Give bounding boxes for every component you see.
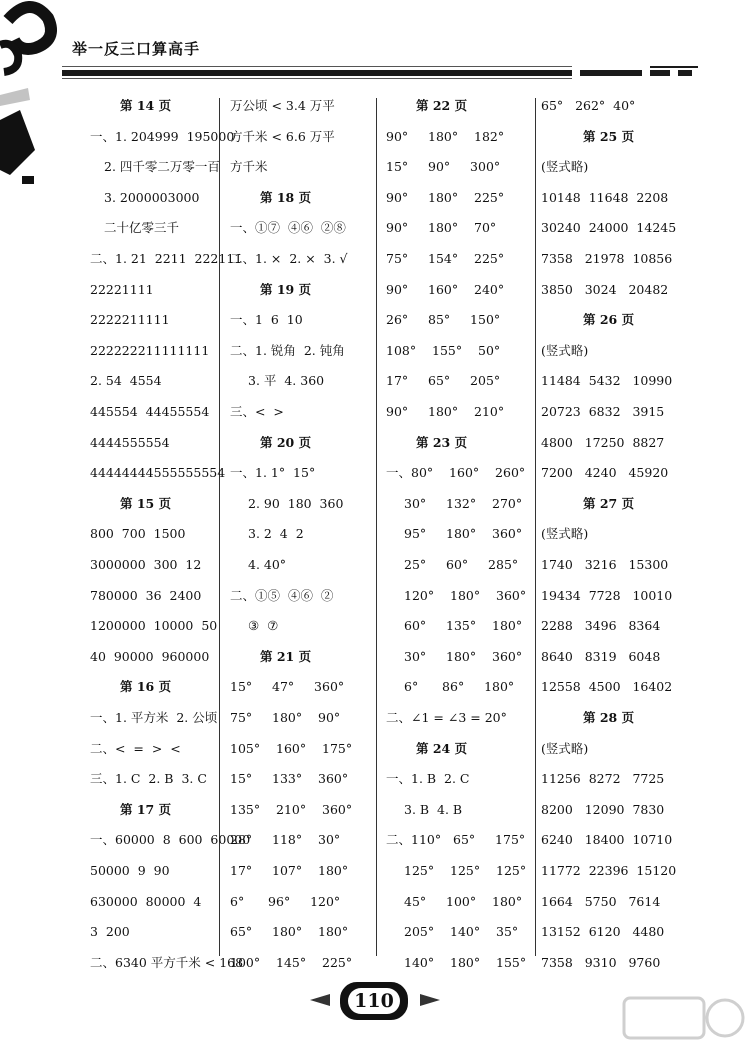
- answer-line: (竖式略): [541, 159, 589, 175]
- answer-line: 三、< >: [230, 404, 284, 419]
- answer-line: 二、∠1 = ∠3 = 20°: [386, 710, 507, 725]
- answer-line: 30° 132° 270°: [404, 495, 523, 511]
- answer-line: 1664 5750 7614: [541, 893, 661, 909]
- answer-line: 445554 44455554: [90, 404, 210, 419]
- column-divider: [376, 98, 377, 956]
- answer-line: 一、1. 平方米 2. 公顷: [90, 710, 218, 725]
- page-heading: 第 20 页: [260, 434, 312, 450]
- answer-line: 4800 17250 8827: [541, 434, 665, 450]
- answer-line: 方千米 < 6.6 万平: [230, 128, 335, 144]
- answer-line: 40 90000 960000: [90, 648, 210, 664]
- answer-line: 一、60000 8 600 60000: [90, 832, 251, 848]
- page-heading: 第 14 页: [120, 98, 172, 113]
- answer-line: 10148 11648 2208: [541, 189, 669, 205]
- page-heading: 第 15 页: [120, 495, 172, 511]
- answer-line: 一、1. 204999 195000: [90, 128, 235, 144]
- answer-line: 三、1. C 2. B 3. C: [90, 771, 207, 787]
- answer-line: 一、1 6 10: [230, 312, 303, 328]
- answer-line: 44444444555555554: [90, 465, 226, 481]
- answer-line: 二、1. 21 2211 222111: [90, 251, 243, 266]
- page-footer: [300, 976, 450, 1024]
- answer-line: 一、①⑦ ④⑥ ②⑧: [230, 220, 346, 236]
- answer-line: 120° 180° 360°: [404, 587, 527, 603]
- watermark-logo: [620, 990, 750, 1060]
- answer-line: 222222211111111: [90, 342, 210, 358]
- answer-line: 6° 96° 120°: [230, 893, 341, 909]
- answer-line: 12558 4500 16402: [541, 679, 673, 695]
- answer-line: (竖式略): [541, 740, 589, 756]
- answer-line: (竖式略): [541, 342, 589, 358]
- page-heading: 第 24 页: [416, 740, 468, 756]
- answer-line: 15° 133° 360°: [230, 771, 349, 787]
- answer-line: 90° 180° 210°: [386, 404, 505, 419]
- answer-line: 780000 36 2400: [90, 587, 202, 603]
- answer-line: 22221111: [90, 281, 154, 297]
- answer-line: 125° 125° 125°: [404, 863, 527, 878]
- answer-line: (竖式略): [541, 526, 589, 542]
- header-rule: [62, 64, 737, 80]
- answer-line: 45° 100° 180°: [404, 893, 523, 909]
- answer-line: 1200000 10000 50: [90, 618, 218, 634]
- answer-line: 13152 6120 4480: [541, 924, 665, 940]
- answer-line: ③ ⑦: [248, 618, 279, 634]
- page-heading: 第 18 页: [260, 189, 312, 205]
- page-header: [0, 0, 750, 90]
- answer-line: 6° 86° 180°: [404, 679, 515, 695]
- answer-line: 万公顷 < 3.4 万平: [230, 98, 335, 113]
- answer-line: 二、< = > <: [90, 740, 181, 756]
- answer-line: 15° 90° 300°: [386, 159, 501, 175]
- answer-line: 105° 160° 175°: [230, 740, 353, 756]
- answer-line: 75° 180° 90°: [230, 710, 341, 725]
- answer-line: 30° 180° 360°: [404, 648, 523, 664]
- page-heading: 第 28 页: [583, 710, 635, 725]
- answer-line: 一、1. 1° 15°: [230, 465, 316, 481]
- answer-line: 108° 155° 50°: [386, 342, 501, 358]
- answer-line: 75° 154° 225°: [386, 251, 505, 266]
- answer-line: 6240 18400 10710: [541, 832, 673, 848]
- answer-line: 二十亿零三千: [104, 220, 180, 236]
- answer-line: 60° 135° 180°: [404, 618, 523, 634]
- answer-line: 140° 180° 155°: [404, 954, 527, 970]
- page-number-badge: [340, 982, 408, 1020]
- answer-line: 17° 65° 205°: [386, 373, 501, 389]
- answer-line: 7358 21978 10856: [541, 251, 673, 266]
- answer-line: 3000000 300 12: [90, 557, 202, 572]
- answer-line: 11256 8272 7725: [541, 771, 665, 787]
- page-heading: 第 27 页: [583, 495, 635, 511]
- page-heading: 第 22 页: [416, 98, 468, 113]
- answer-line: 二、6340 平方千米 < 168: [90, 954, 244, 970]
- answer-line: 30240 24000 14245: [541, 220, 677, 236]
- column-divider: [219, 98, 220, 956]
- answer-line: 2. 90 180 360: [248, 495, 344, 511]
- answer-line: 90° 160° 240°: [386, 281, 505, 297]
- page-heading: 第 25 页: [583, 128, 635, 144]
- answer-line: 二、110° 65° 175°: [386, 832, 526, 848]
- answer-line: 17° 107° 180°: [230, 863, 349, 878]
- page-heading: 第 21 页: [260, 648, 312, 664]
- column-divider: [535, 98, 536, 956]
- answer-line: 3. 平 4. 360: [248, 373, 325, 389]
- page-heading: 第 16 页: [120, 679, 172, 695]
- answer-line: 800 700 1500: [90, 526, 186, 542]
- page-heading: 第 19 页: [260, 281, 312, 297]
- answer-line: 3 200: [90, 924, 130, 940]
- answer-line: 95° 180° 360°: [404, 526, 523, 542]
- answer-line: 90° 180° 70°: [386, 220, 497, 236]
- answer-line: 3. 2000003000: [104, 189, 200, 205]
- answer-line: 方千米: [230, 159, 268, 175]
- answer-line: 28° 118° 30°: [230, 832, 341, 848]
- answer-line: 11484 5432 10990: [541, 373, 673, 389]
- answer-line: 8200 12090 7830: [541, 801, 665, 817]
- answer-line: 15° 47° 360°: [230, 679, 345, 695]
- answer-line: 630000 80000 4: [90, 893, 202, 909]
- answer-line: 25° 60° 285°: [404, 557, 519, 572]
- answer-line: 19434 7728 10010: [541, 587, 673, 603]
- answer-line: 二、1. 锐角 2. 钝角: [230, 342, 345, 358]
- answer-line: 4444555554: [90, 434, 170, 450]
- answer-line: 二、①⑤ ④⑥ ②: [230, 587, 334, 603]
- answer-line: 100° 145° 225°: [230, 954, 353, 970]
- answer-line: 65° 262° 40°: [541, 98, 636, 113]
- answer-line: 135° 210° 360°: [230, 801, 353, 817]
- answer-line: 205° 140° 35°: [404, 924, 519, 940]
- answer-line: 一、1. B 2. C: [386, 771, 470, 787]
- answer-line: 2222211111: [90, 312, 170, 328]
- answer-line: 20723 6832 3915: [541, 404, 665, 419]
- answer-line: 50000 9 90: [90, 863, 170, 878]
- answer-line: 90° 180° 225°: [386, 189, 505, 205]
- answer-line: 90° 180° 182°: [386, 128, 505, 144]
- answer-line: 1740 3216 15300: [541, 557, 669, 572]
- answer-line: 65° 180° 180°: [230, 924, 349, 940]
- answer-line: 3. 2 4 2: [248, 526, 304, 542]
- book-title: 举一反三口算高手: [72, 40, 201, 58]
- answer-line: 2. 四千零二万零一百: [104, 159, 220, 175]
- answer-line: 一、80° 160° 260°: [386, 465, 526, 481]
- page-number: 110: [348, 988, 400, 1014]
- page-heading: 第 26 页: [583, 312, 635, 328]
- answer-line: 11772 22396 15120: [541, 863, 677, 878]
- answer-line: 4. 40°: [248, 557, 287, 572]
- page-heading: 第 17 页: [120, 801, 172, 817]
- answer-line: 7200 4240 45920: [541, 465, 669, 481]
- answer-line: 8640 8319 6048: [541, 648, 661, 664]
- answer-line: 26° 85° 150°: [386, 312, 501, 328]
- answer-line: 2288 3496 8364: [541, 618, 661, 634]
- answer-line: 7358 9310 9760: [541, 954, 661, 970]
- answer-line: 二、1. × 2. × 3. √: [230, 251, 348, 266]
- page-heading: 第 23 页: [416, 434, 468, 450]
- answer-line: 3850 3024 20482: [541, 281, 669, 297]
- answer-line: 3. B 4. B: [404, 801, 463, 817]
- answer-line: 2. 54 4554: [90, 373, 162, 389]
